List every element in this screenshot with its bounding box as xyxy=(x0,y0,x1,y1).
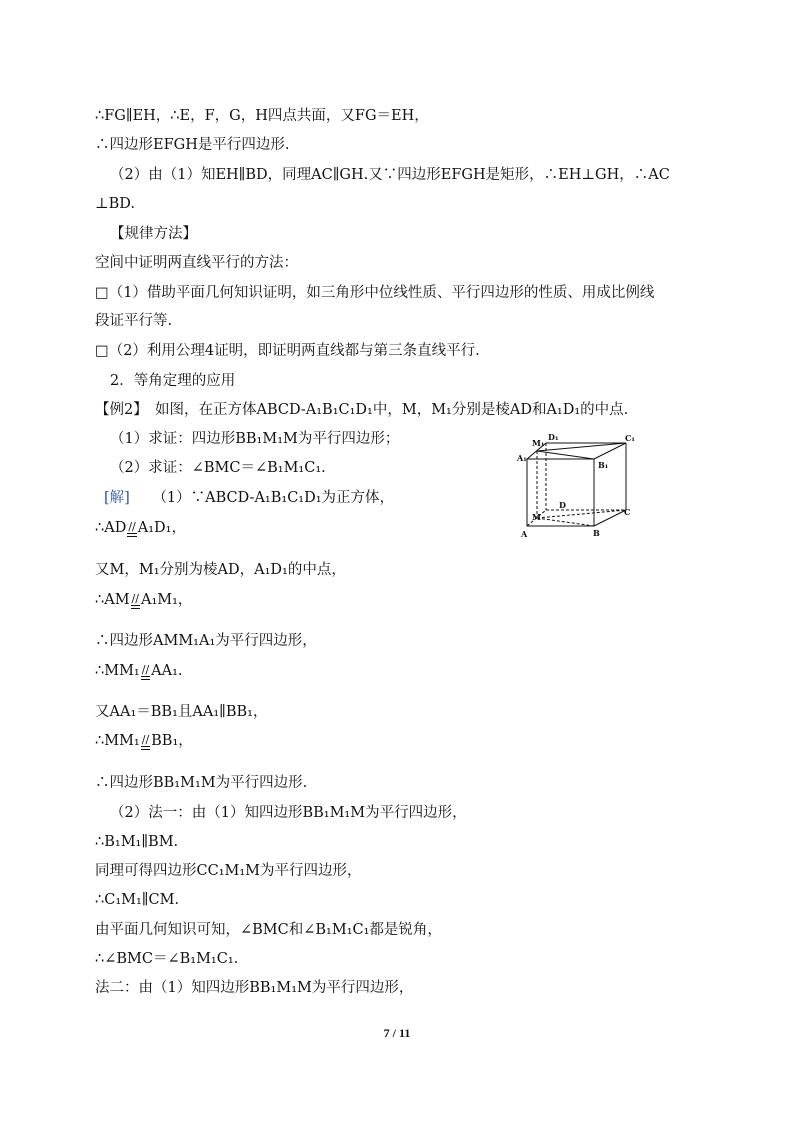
label-c1: C₁ xyxy=(625,433,635,443)
page-number: 7 / 11 xyxy=(383,1026,411,1040)
text-line: □（1）借助平面几何知识证明，如三角形中位线性质、平行四边形的性质、用成比例线 xyxy=(95,285,655,301)
text-line: ∴FG∥EH，∴E，F，G，H四点共面，又FG＝EH， xyxy=(95,108,429,124)
label-d: D xyxy=(559,500,566,510)
solution-label: [解] xyxy=(104,490,130,506)
label-c: C xyxy=(624,507,631,517)
label-m1: M₁ xyxy=(532,438,545,448)
label-b1: B₁ xyxy=(598,460,609,470)
text-line: 法二：由（1）知四边形BB₁M₁M为平行四边形， xyxy=(95,980,414,996)
text-line: 段证平行等. xyxy=(95,313,173,329)
parallel-equal-symbol: // xyxy=(141,733,150,746)
text-line: （1）求证：四边形BB₁M₁M为平行四边形； xyxy=(110,431,400,447)
text-line: □（2）利用公理4证明，即证明两直线都与第三条直线平行. xyxy=(95,343,480,359)
section-heading: 【规律方法】 xyxy=(110,226,197,242)
label-m: M xyxy=(532,512,541,522)
label-a: A xyxy=(521,529,528,539)
parallel-equal-symbol: // xyxy=(141,663,150,676)
label-d1: D₁ xyxy=(548,432,559,442)
text-line: （2）求证：∠BMC＝∠B₁M₁C₁. xyxy=(110,460,326,476)
text-line: ∴C₁M₁∥CM. xyxy=(95,892,180,908)
text-line: ⊥BD. xyxy=(95,196,136,212)
text-line: ∴MM₁ // BB₁， xyxy=(95,733,193,749)
label-a1: A₁ xyxy=(517,453,527,463)
text-line: 又AA₁＝BB₁且AA₁∥BB₁， xyxy=(95,704,268,720)
segment-mb xyxy=(537,518,594,526)
parallel-equal-symbol: // xyxy=(128,520,136,533)
example-heading: 【例2】 如图，在正方体ABCD-A₁B₁C₁D₁中，M，M₁分别是棱AD和A₁D₁的中点. xyxy=(95,402,629,418)
text-line: （2）由（1）知EH∥BD，同理AC∥GH.又∵四边形EFGH是矩形，∴EH⊥GH，∴AC xyxy=(110,167,670,183)
text-line: ∴四边形EFGH是平行四边形. xyxy=(95,137,290,153)
text-line: ∴B₁M₁∥BM. xyxy=(95,834,179,850)
parallel-equal-symbol: // xyxy=(131,592,139,605)
text-line: ∴∠BMC＝∠B₁M₁C₁. xyxy=(95,951,239,967)
text-line: （2）法一：由（1）知四边形BB₁M₁M为平行四边形， xyxy=(110,805,467,821)
text-line: 同理可得四边形CC₁M₁M为平行四边形， xyxy=(95,863,362,879)
text-line: ∴AM // A₁M₁， xyxy=(95,592,193,608)
text-line: ∴四边形BB₁M₁M为平行四边形. xyxy=(95,775,308,791)
cube-figure xyxy=(515,430,645,542)
label-b: B xyxy=(593,528,600,538)
text-line: ∴四边形AMM₁A₁为平行四边形， xyxy=(95,633,317,649)
text-line: 空间中证明两直线平行的方法： xyxy=(95,255,298,271)
text-line: 又M，M₁分别为棱AD，A₁D₁的中点， xyxy=(95,562,346,578)
text-line: ∴AD // A₁D₁， xyxy=(95,520,186,536)
text-line: （1）∵ABCD-A₁B₁C₁D₁为正方体， xyxy=(152,490,395,506)
subsection-heading: 2．等角定理的应用 xyxy=(110,373,236,389)
text-line: ∴MM₁ // AA₁. xyxy=(95,663,183,679)
text-line: 由平面几何知识可知，∠BMC和∠B₁M₁C₁都是锐角， xyxy=(95,922,442,938)
